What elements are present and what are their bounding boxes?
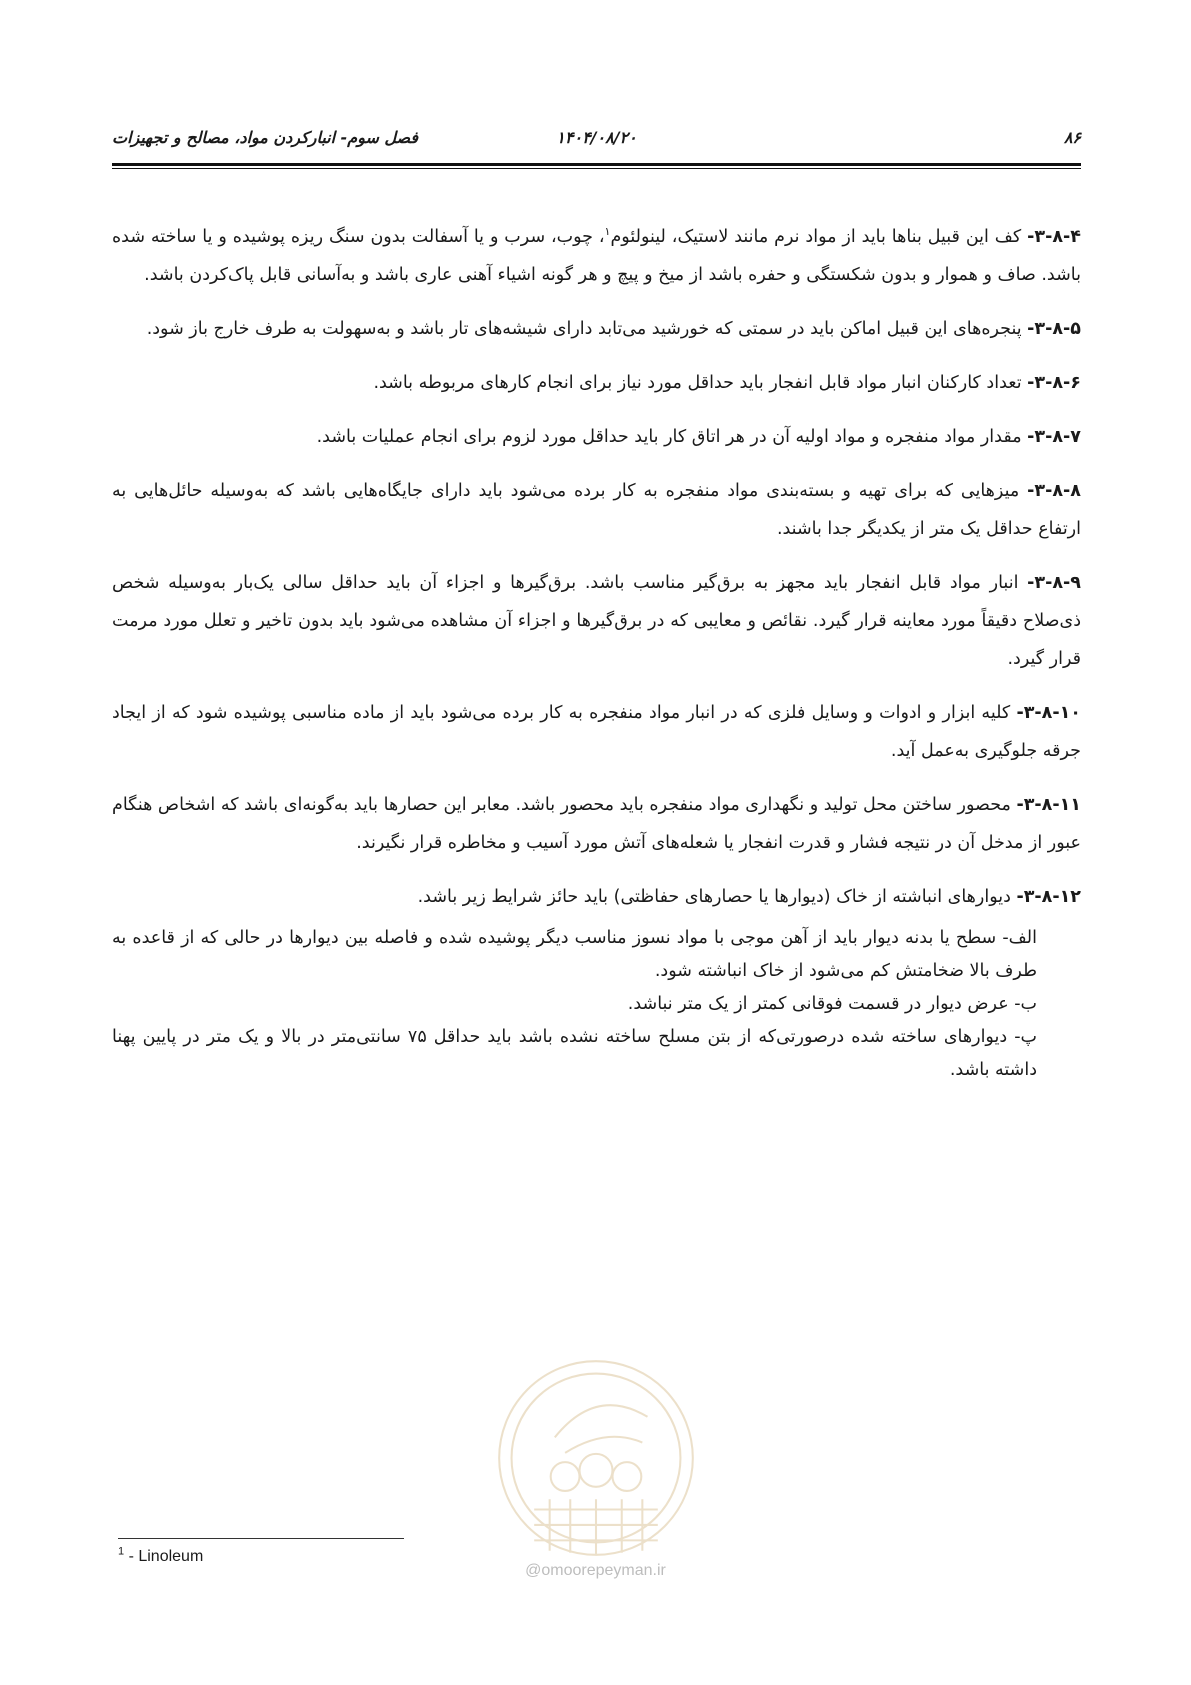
header-rule-thin [112,168,1081,169]
paragraph-3-8-4 [112,218,1081,294]
page-header [112,128,1081,158]
paragraph-3-8-9 [112,564,1081,678]
paragraph-3-8-6 [112,364,1081,402]
header-rule-thick [112,163,1081,166]
paragraph-text: محصور ساختن محل تولید و نگهداری مواد منفجره باید محصور باشد. معابر این حصارها باید به‌گونه‌ای باشد که اشخاص هنگام عبور از مدخل آن در نتیجه فشار و قدرت انفجار یا شعله‌های آتش مورد آسیب و مخاطره قرار نگیرند. [112,795,1081,853]
paragraph-text: کلیه ابزار و ادوات و وسایل فلزی که در انبار مواد منفجره به کار برده می‌شود باید از ماده مناسبی پوشیده شود که از ایجاد جرقه جلوگیری به‌عمل آید. [112,703,1081,761]
footnote-rule [118,1538,404,1539]
footnote-marker: 1 [118,1545,125,1558]
footnote-text: - Linoleum [124,1548,204,1565]
watermark-seal-icon [493,1355,699,1561]
section-number: ۳-۸-۴- [1027,227,1081,247]
section-number: ۳-۸-۹- [1027,573,1081,593]
paragraph-text: میزهایی که برای تهیه و بسته‌بندی مواد منفجره به کار برده می‌شود باید دارای جایگاه‌هایی باشد که به‌وسیله حائل‌هایی به ارتفاع حداقل یک متر از یکدیگر جدا باشند. [112,481,1081,539]
paragraph-text: ، چوب، سرب و یا آسفالت بدون سنگ ریزه پوشیده و یا ساخته شده باشد. صاف و هموار و بدون شکستگی و حفره باشد از میخ و پیچ و هر گونه اشیاء آهنی عاری باشد و به‌آسانی قابل پاک‌کردن باشد. [112,227,1081,285]
paragraph-3-8-5 [112,310,1081,348]
paragraph-text: انبار مواد قابل انفجار باید مجهز به برق‌گیر مناسب باشد. برق‌گیرها و اجزاء آن باید حداقل سالی یک‌بار به‌وسیله شخص ذی‌صلاح دقیقاً مورد معاینه قرار گیرد. نقائص و معایبی که در برق‌گیرها و اجزاء آن مشاهده می‌شود باید بدون تاخیر و تعلل مورد مرمت قرار گیرد. [112,573,1081,669]
paragraph-text: مقدار مواد منفجره و مواد اولیه آن در هر اتاق کار باید حداقل مورد لزوم برای انجام عملیات باشد. [316,427,1028,447]
section-number: ۳-۸-۸- [1027,481,1081,501]
list-item: پ- دیوارهای ساخته شده درصورتی‌که از بتن مسلح ساخته نشده باشد باید حداقل ۷۵ سانتی‌متر در بالا و یک متر در پایین پهنا داشته باشد. [112,1027,1037,1080]
paragraph-3-8-10 [112,694,1081,770]
list-item: ب- عرض دیوار در قسمت فوقانی کمتر از یک متر نباشد. [627,994,1037,1014]
conditions-list [112,922,1081,1087]
paragraph-text: دیوارهای انباشته از خاک (دیوارها یا حصارهای حفاظتی) باید حائز شرایط زیر باشد. [417,887,1017,907]
paragraph-text: پنجره‌های این قبیل اماکن باید در سمتی که خورشید می‌تابد دارای شیشه‌های تار باشد و به‌سهولت به طرف خارج باز شود. [146,319,1028,339]
paragraph-3-8-7 [112,418,1081,456]
page-number: ۸۶ [1063,128,1081,147]
footnote [118,1545,204,1566]
paragraph-text: تعداد کارکنان انبار مواد قابل انفجار باید حداقل مورد نیاز برای انجام کارهای مربوطه باشد. [373,373,1028,393]
paragraph-3-8-8 [112,472,1081,548]
paragraph-text: کف این قبیل بناها باید از مواد نرم مانند لاستیک، لینولئوم [610,227,1028,247]
section-number: ۳-۸-۱۰- [1016,703,1081,723]
section-number: ۳-۸-۵- [1027,319,1081,339]
section-number: ۳-۸-۱۱- [1016,795,1081,815]
section-number: ۳-۸-۱۲- [1016,887,1081,907]
header-date: ۱۴۰۴/۰۸/۲۰ [556,128,637,147]
section-number: ۳-۸-۶- [1027,373,1081,393]
paragraph-3-8-11 [112,786,1081,862]
paragraph-3-8-12 [112,878,1081,916]
section-number: ۳-۸-۷- [1027,427,1081,447]
watermark-text: @omoorepeyman.ir [525,1562,666,1579]
body-text [112,218,1081,1087]
chapter-title: فصل سوم- انبارکردن مواد، مصالح و تجهیزات [112,128,419,147]
footnote-ref: ۱ [604,225,611,239]
list-item: الف- سطح یا بدنه دیوار باید از آهن موجی با مواد نسوز مناسب دیگر پوشیده شده و فاصله بین دیوارها در حالی که از قاعده به طرف بالا ضخامتش کم می‌شود از خاک انباشته شود. [112,928,1037,981]
